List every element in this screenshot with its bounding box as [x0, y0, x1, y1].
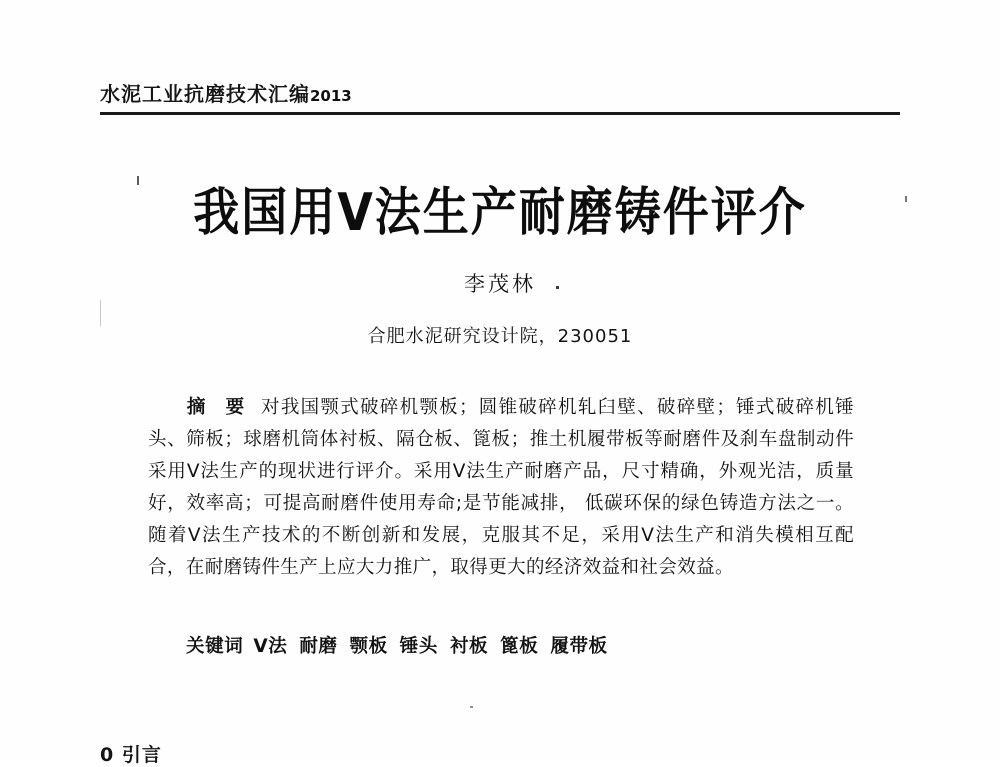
abstract-label: 摘 要 — [186, 397, 252, 418]
abstract-text: 对我国颚式破碎机颚板；圆锥破碎机轧臼壁、破碎壁；锤式破碎机锤头、筛板；球磨机筒体衬板、隔仓板、篦板；推土机履带板等耐磨件及刹车盘制动件采用V法生产的现状进行评介。采用V法生产耐磨产品，尺寸精确，外观光洁，质量好，效率高；可提高耐磨件使用寿命;是节能减排， 低碳环保的绿色铸造方法之一。随着V法生产技术的不断创新和发展，克服其不足，采用V法生产和消失模相互配合，在耐磨铸件生产上应大力推广，取得更大的经济效益和社会效益。 — [148, 397, 854, 578]
scan-artifact — [905, 196, 907, 202]
keyword-item: 颚板 — [349, 636, 388, 657]
keyword-item: 衬板 — [449, 636, 489, 657]
abstract-paragraph — [148, 392, 854, 584]
abstract-block — [148, 392, 854, 584]
scan-artifact — [556, 286, 559, 289]
section-heading-intro: 0 引言 — [100, 744, 162, 766]
keyword-item: 耐磨 — [299, 636, 338, 657]
running-head-title: 水泥工业抗磨技术汇编 — [100, 82, 310, 106]
scan-artifact — [137, 176, 139, 185]
running-head — [100, 78, 900, 107]
header-rule — [100, 112, 900, 115]
running-head-year: 2013 — [310, 87, 352, 105]
keyword-item: V法 — [253, 636, 288, 657]
keywords-label: 关键词 — [186, 636, 244, 657]
scan-artifact — [470, 706, 473, 708]
author-name: 李茂林 — [464, 272, 536, 296]
keyword-item: 履带板 — [550, 636, 608, 657]
keywords-line — [148, 632, 908, 662]
scan-artifact — [100, 300, 101, 326]
author-affiliation: 合肥水泥研究设计院，230051 — [367, 326, 633, 347]
page-title: 我国用V法生产耐磨铸件评介 — [193, 182, 807, 243]
keyword-item: 锤头 — [399, 636, 438, 657]
keyword-item: 篦板 — [500, 636, 539, 657]
